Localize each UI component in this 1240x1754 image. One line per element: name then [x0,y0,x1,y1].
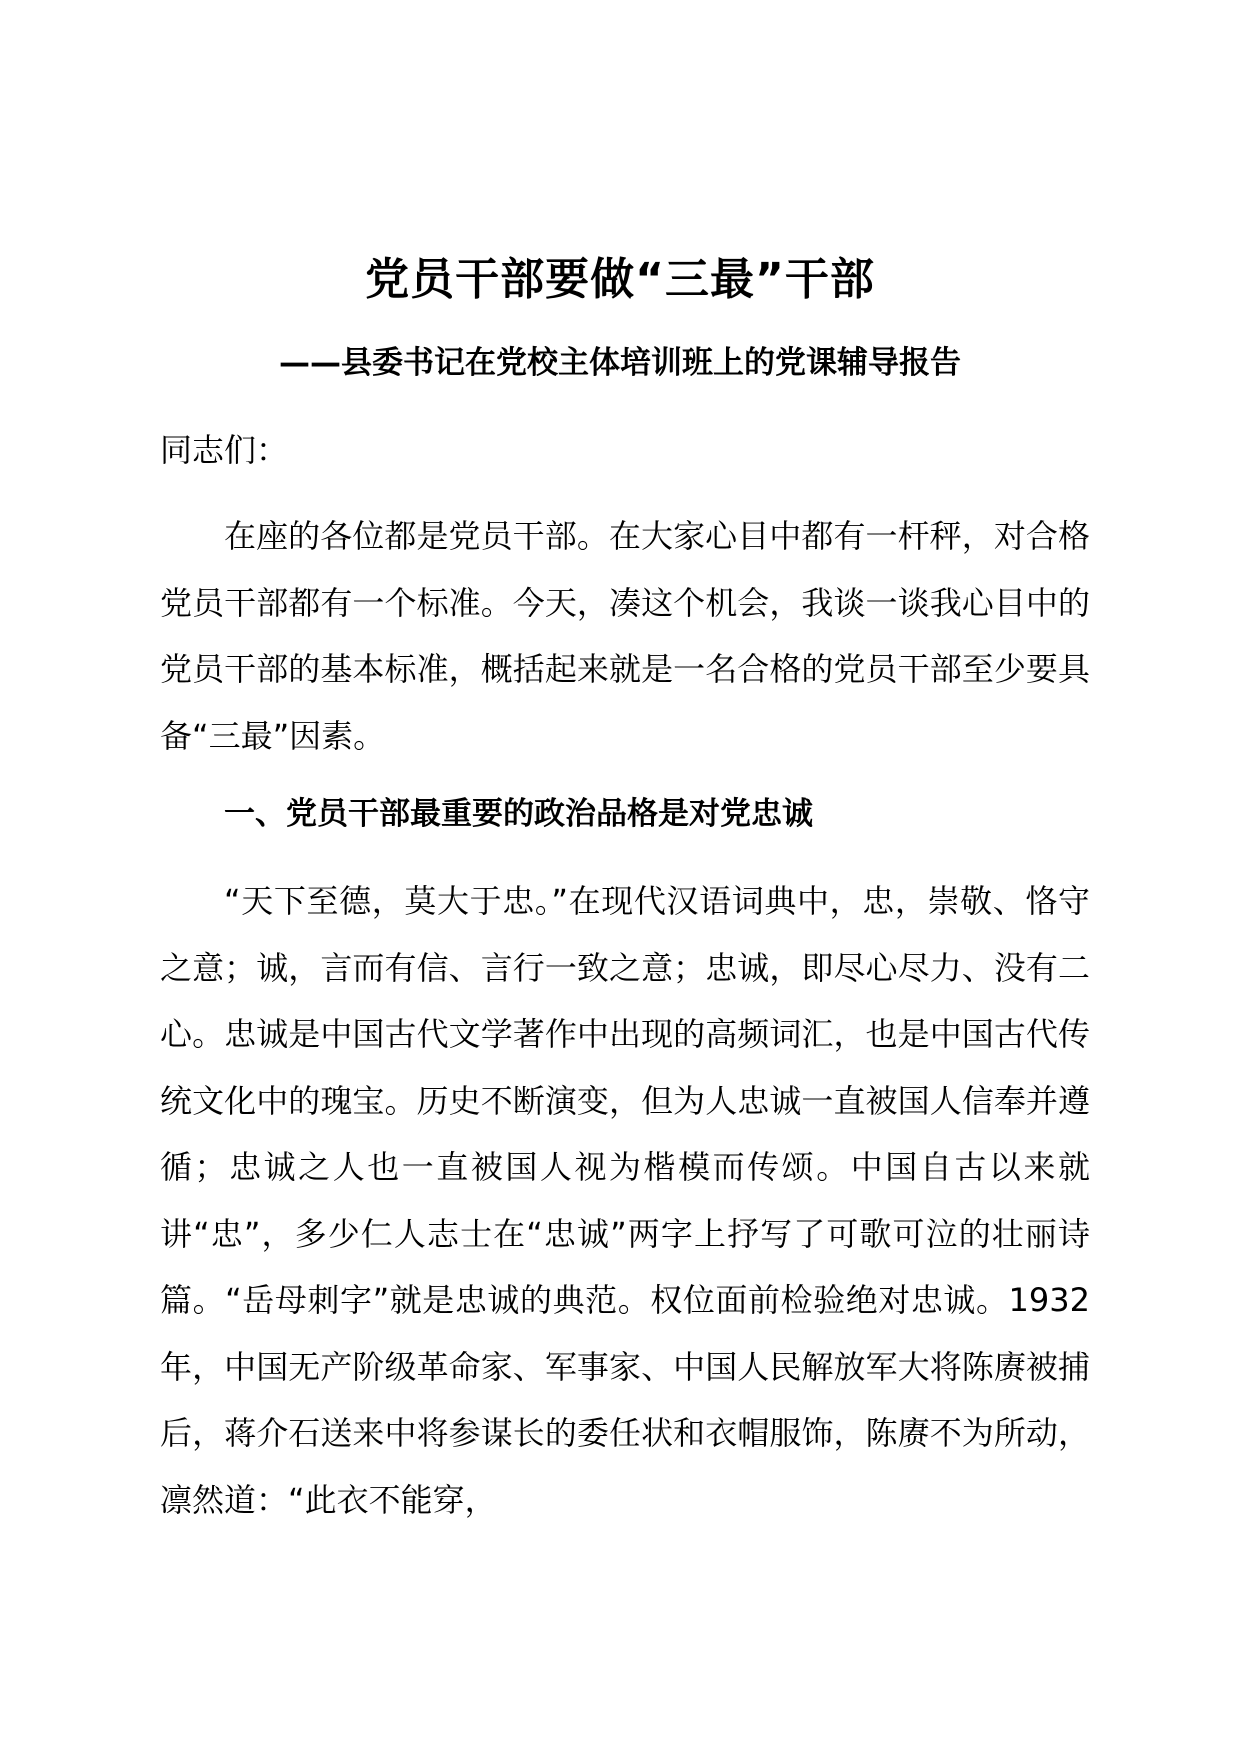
intro-paragraph: 在座的各位都是党员干部。在大家心目中都有一杆秤，对合格党员干部都有一个标准。今天，凑这个机会，我谈一谈我心目中的党员干部的基本标准，概括起来就是一名合格的党员干部至少要具备“三最”因素。 [160,517,1090,755]
document-subtitle: ——县委书记在党校主体培训班上的党课辅导报告 [279,345,961,381]
section-paragraph: “天下至德，莫大于忠。”在现代汉语词典中，忠，崇敬、恪守之意；诚，言而有信、言行一致之意；忠诚，即尽心尽力、没有二心。忠诚是中国古代文学著作中出现的高频词汇，也是中国古代传统文化中的瑰宝。历史不断演变，但为人忠诚一直被国人信奉并遵循；忠诚之人也一直被国人视为楷模而传颂。中国自古以来就讲“忠”，多少仁人志士在“忠诚”两字上抒写了可歌可泣的壮丽诗篇。“岳母刺字”就是忠诚的典范。权位面前检验绝对忠诚。1932年，中国无产阶级革命家、军事家、中国人民解放军大将陈赓被捕后，蒋介石送来中将参谋长的委任状和衣帽服饰，陈赓不为所动，凛然道：“此衣不能穿， [160,882,1090,1519]
document-title: 党员干部要做“三最”干部 [365,254,875,305]
section-heading: 一、党员干部最重要的政治品格是对党忠诚 [224,796,813,832]
salutation: 同志们： [160,431,289,469]
